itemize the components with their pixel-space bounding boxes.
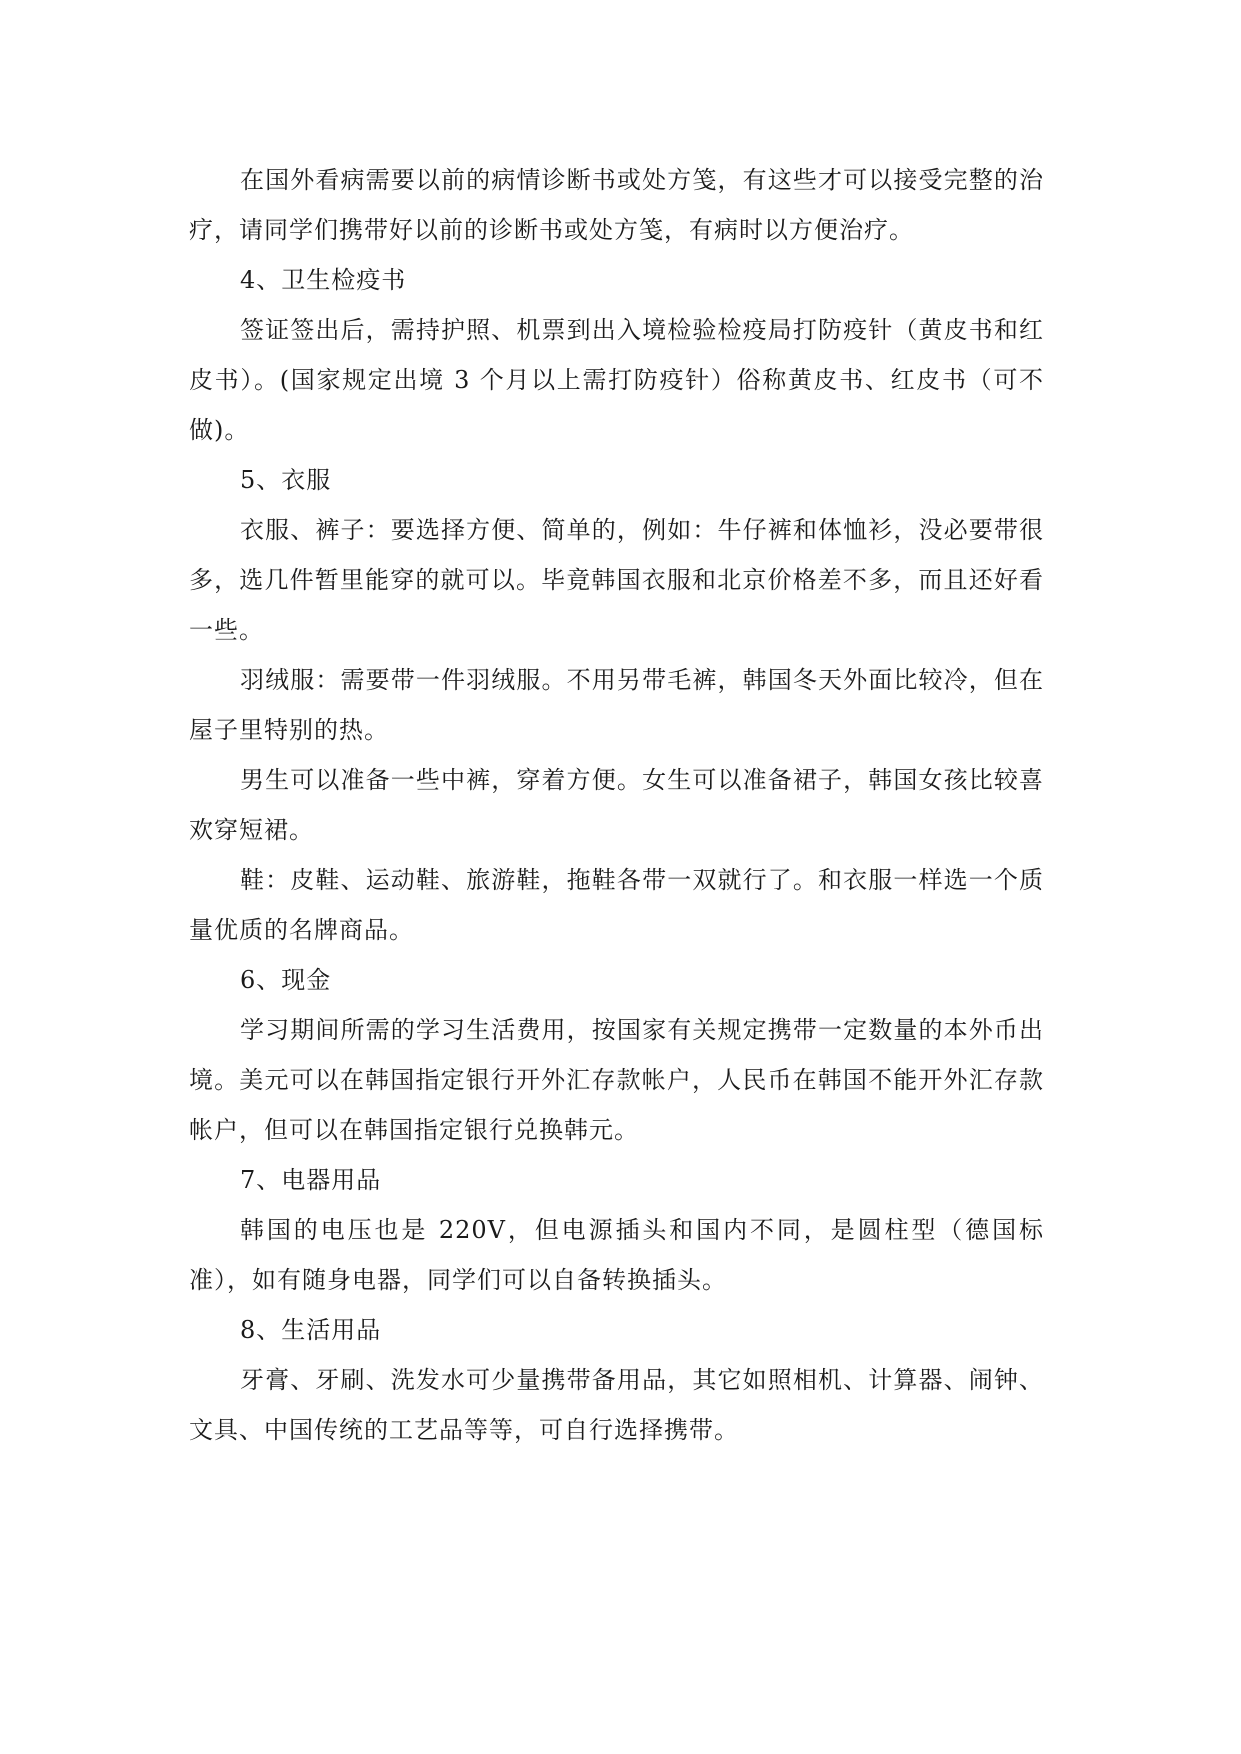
paragraph-down-jacket: 羽绒服：需要带一件羽绒服。不用另带毛裤，韩国冬天外面比较冷，但在屋子里特别的热。 [189,666,1044,744]
paragraph-vaccination: 签证签出后，需持护照、机票到出入境检验检疫局打防疫针（黄皮书和红皮书）。(国家规定出境 3 个月以上需打防疫针）俗称黄皮书、红皮书（可不做)。 [189,316,1044,444]
heading-cash: 6、现金 [240,966,332,994]
paragraph-toiletries: 牙膏、牙刷、洗发水可少量携带备用品，其它如照相机、计算器、闹钟、文具、中国传统的工艺品等等，可自行选择携带。 [189,1366,1044,1444]
paragraph-medical-records: 在国外看病需要以前的病情诊断书或处方笺，有这些才可以接受完整的治疗，请同学们携带好以前的诊断书或处方笺，有病时以方便治疗。 [189,166,1044,244]
heading-daily-items: 8、生活用品 [240,1316,382,1344]
paragraph-currency: 学习期间所需的学习生活费用，按国家有关规定携带一定数量的本外币出境。美元可以在韩国指定银行开外汇存款帐户，人民币在韩国不能开外汇存款帐户，但可以在韩国指定银行兑换韩元。 [189,1016,1044,1144]
heading-health-quarantine: 4、卫生检疫书 [240,266,407,294]
heading-electrical: 7、电器用品 [240,1166,382,1194]
heading-clothing: 5、衣服 [240,466,332,494]
paragraph-shoes: 鞋：皮鞋、运动鞋、旅游鞋，拖鞋各带一双就行了。和衣服一样选一个质量优质的名牌商品。 [189,866,1044,944]
document-page [189,155,1044,1455]
paragraph-shorts-skirts: 男生可以准备一些中裤，穿着方便。女生可以准备裙子，韩国女孩比较喜欢穿短裙。 [189,766,1044,844]
paragraph-voltage: 韩国的电压也是 220V，但电源插头和国内不同，是圆柱型（德国标准），如有随身电器，同学们可以自备转换插头。 [189,1216,1044,1294]
paragraph-clothes-pants: 衣服、裤子：要选择方便、简单的，例如：牛仔裤和体恤衫，没必要带很多，选几件暂里能穿的就可以。毕竟韩国衣服和北京价格差不多，而且还好看一些。 [189,516,1044,644]
